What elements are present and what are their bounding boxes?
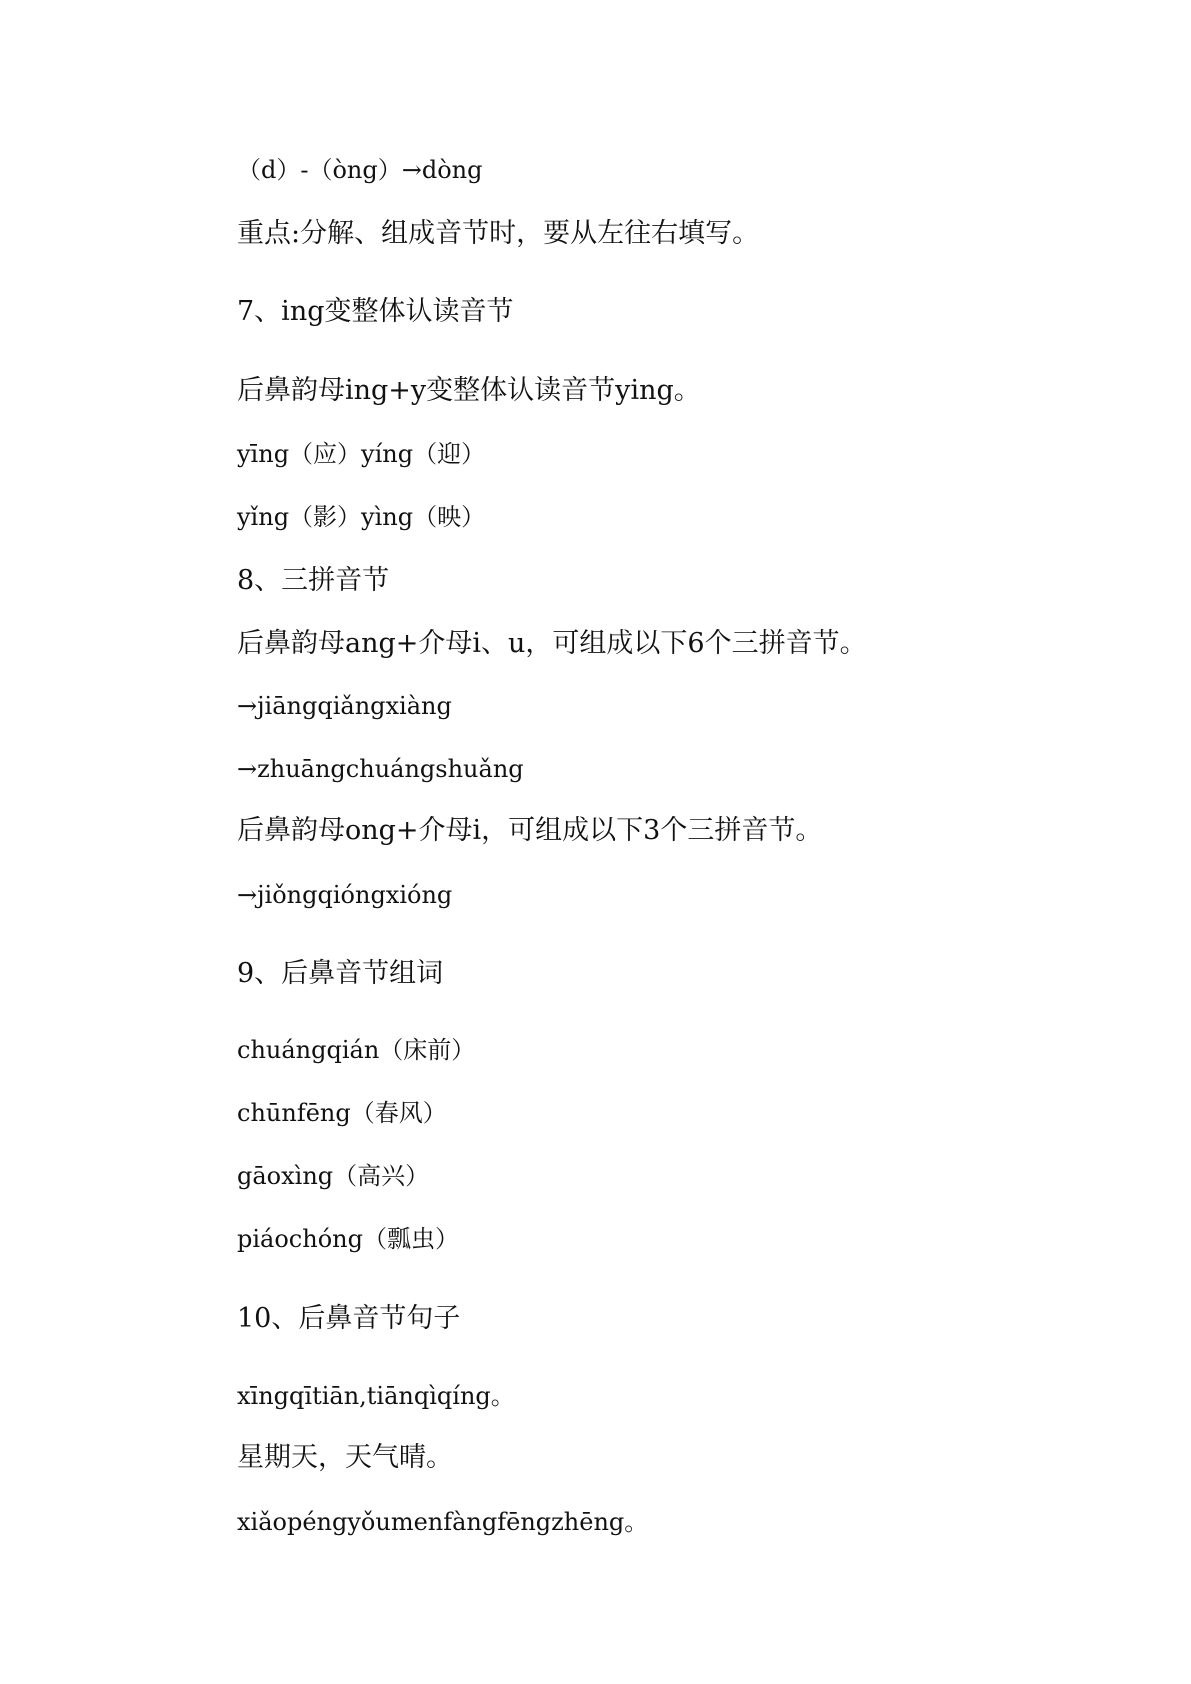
ying-example-line-2: yǐng（影）yìng（映） xyxy=(237,503,486,531)
word-example-2: chūnfēng（春风） xyxy=(237,1099,447,1127)
section-heading-8: 8、三拼音节 xyxy=(237,565,390,596)
ang-triple-syllables-1: →jiāngqiǎngxiàng xyxy=(237,692,452,720)
sentence-pinyin-1: xīngqītiān,tiānqìqíng。 xyxy=(237,1382,515,1410)
ong-triple-syllables: →jiǒngqióngxióng xyxy=(237,881,453,909)
key-point-note: 重点:分解、组成音节时，要从左往右填写。 xyxy=(237,218,760,249)
word-example-4: piáochóng（瓢虫） xyxy=(237,1225,459,1253)
word-example-3: gāoxìng（高兴） xyxy=(237,1162,430,1190)
paragraph-ong-medial: 后鼻韵母ong+介母i，可组成以下3个三拼音节。 xyxy=(237,815,823,846)
sentence-chinese-1: 星期天，天气晴。 xyxy=(237,1442,453,1473)
paragraph-ing-y: 后鼻韵母ing+y变整体认读音节ying。 xyxy=(237,375,701,406)
paragraph-ang-medial: 后鼻韵母ang+介母i、u，可组成以下6个三拼音节。 xyxy=(237,628,867,659)
ying-example-line-1: yīng（应）yíng（迎） xyxy=(237,440,486,468)
section-heading-9: 9、后鼻音节组词 xyxy=(237,958,444,989)
section-heading-10: 10、后鼻音节句子 xyxy=(237,1303,461,1334)
syllable-example-line: （d）-（òng）→dòng xyxy=(237,156,483,184)
ang-triple-syllables-2: →zhuāngchuángshuǎng xyxy=(237,755,524,783)
sentence-pinyin-2: xiǎopéngyǒumenfàngfēngzhēng。 xyxy=(237,1508,649,1536)
word-example-1: chuángqián（床前） xyxy=(237,1036,476,1064)
section-heading-7: 7、ing变整体认读音节 xyxy=(237,296,514,327)
